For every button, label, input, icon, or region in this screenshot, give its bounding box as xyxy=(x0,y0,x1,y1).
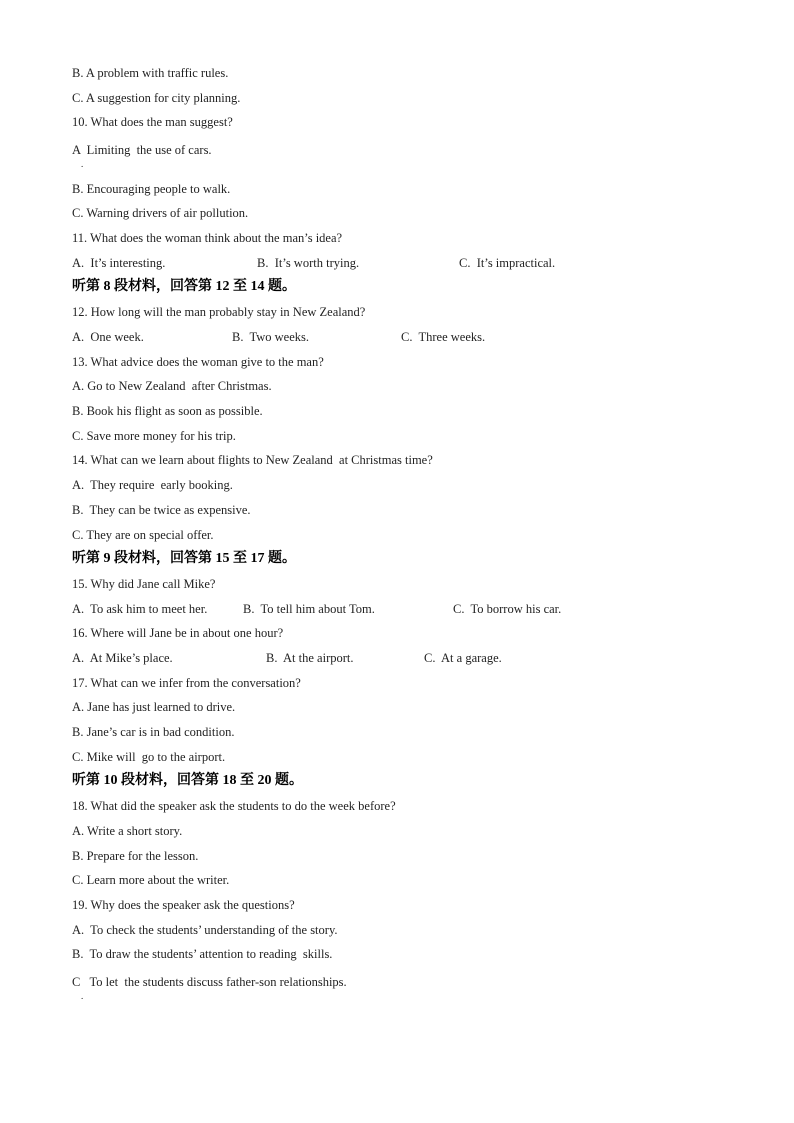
q15-option-a: A. To ask him to meet her. xyxy=(72,602,208,616)
question-10: 10. What does the man suggest? xyxy=(72,115,233,129)
q17-option-c: C. Mike will go to the airport. xyxy=(72,750,226,764)
q16-option-a: A. At Mike’s place. xyxy=(72,651,173,665)
q10-option-b: B. Encouraging people to walk. xyxy=(72,182,231,196)
stray-dot-mark: . xyxy=(81,991,84,1001)
q10-option-a: A Limiting the use of cars. xyxy=(72,143,212,157)
q18-option-c: C. Learn more about the writer. xyxy=(72,873,230,887)
question-12: 12. How long will the man probably stay in New Zealand? xyxy=(72,305,366,319)
question-17: 17. What can we infer from the conversation? xyxy=(72,676,301,690)
q16-option-b: B. At the airport. xyxy=(266,651,354,665)
q19-option-a: A. To check the students’ understanding of the story. xyxy=(72,923,338,937)
question-14: 14. What can we learn about flights to New Zealand at Christmas time? xyxy=(72,453,433,467)
question-18: 18. What did the speaker ask the students to do the week before? xyxy=(72,799,396,813)
q13-option-a: A. Go to New Zealand after Christmas. xyxy=(72,379,272,393)
q12-option-b: B. Two weeks. xyxy=(232,330,310,344)
q17-option-a: A. Jane has just learned to drive. xyxy=(72,700,236,714)
q11-option-b: B. It’s worth trying. xyxy=(257,256,360,270)
q9-option-b: B. A problem with traffic rules. xyxy=(72,66,229,80)
q13-option-b: B. Book his flight as soon as possible. xyxy=(72,404,263,418)
q16-option-c: C. At a garage. xyxy=(424,651,502,665)
q15-option-c: C. To borrow his car. xyxy=(453,602,562,616)
section-heading-10: 听第 10 段材料，回答第 18 至 20 题。 xyxy=(72,773,303,788)
q11-option-a: A. It’s interesting. xyxy=(72,256,166,270)
question-16: 16. Where will Jane be in about one hour? xyxy=(72,626,284,640)
q12-options xyxy=(0,329,794,345)
question-15: 15. Why did Jane call Mike? xyxy=(72,577,216,591)
q14-option-b: B. They can be twice as expensive. xyxy=(72,503,251,517)
q13-option-c: C. Save more money for his trip. xyxy=(72,429,236,443)
q15-option-b: B. To tell him about Tom. xyxy=(243,602,375,616)
q12-option-a: A. One week. xyxy=(72,330,144,344)
q19-option-c: C To let the students discuss father-son relationships. xyxy=(72,975,347,989)
q12-option-c: C. Three weeks. xyxy=(401,330,486,344)
q17-option-b: B. Jane’s car is in bad condition. xyxy=(72,725,235,739)
q9-option-c: C. A suggestion for city planning. xyxy=(72,91,241,105)
q14-option-a: A. They require early booking. xyxy=(72,478,233,492)
section-heading-9: 听第 9 段材料，回答第 15 至 17 题。 xyxy=(72,551,296,566)
q10-option-c: C. Warning drivers of air pollution. xyxy=(72,206,249,220)
q18-option-a: A. Write a short story. xyxy=(72,824,183,838)
q19-option-b: B. To draw the students’ attention to reading skills. xyxy=(72,947,333,961)
question-13: 13. What advice does the woman give to the man? xyxy=(72,355,324,369)
section-heading-8: 听第 8 段材料，回答第 12 至 14 题。 xyxy=(72,279,296,294)
question-19: 19. Why does the speaker ask the questions? xyxy=(72,898,295,912)
q11-options xyxy=(0,255,794,271)
question-11: 11. What does the woman think about the man’s idea? xyxy=(72,231,343,245)
q16-options xyxy=(0,650,794,666)
q15-options xyxy=(0,601,794,617)
q14-option-c: C. They are on special offer. xyxy=(72,528,214,542)
q11-option-c: C. It’s impractical. xyxy=(459,256,556,270)
stray-dot-mark: . xyxy=(81,159,84,169)
q18-option-b: B. Prepare for the lesson. xyxy=(72,849,199,863)
